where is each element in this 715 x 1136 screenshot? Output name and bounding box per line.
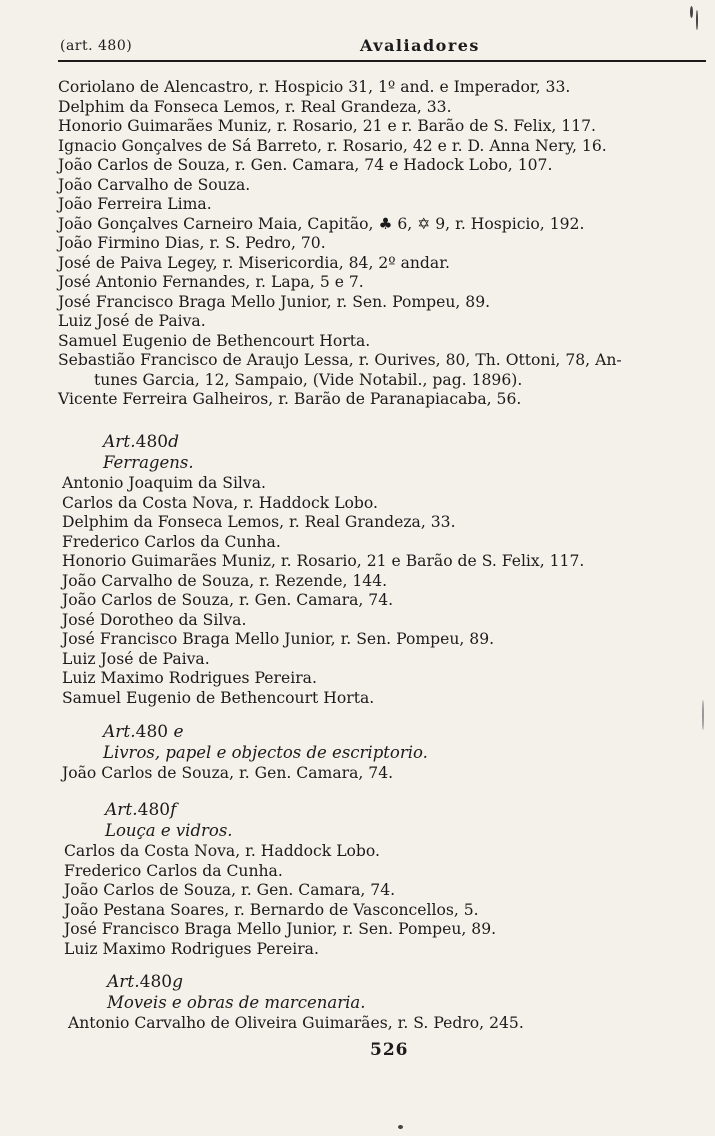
list-item: João Carvalho de Souza. bbox=[58, 175, 251, 194]
article-word: Art. bbox=[103, 432, 136, 452]
list-item: João Firmino Dias, r. S. Pedro, 70. bbox=[58, 234, 326, 252]
article-heading bbox=[107, 972, 366, 993]
list-item: João Carvalho de Souza, r. Rezende, 144. bbox=[62, 571, 388, 590]
section-louca-list bbox=[64, 842, 496, 959]
article-heading bbox=[103, 432, 194, 453]
list-item: Delphim da Fonseca Lemos, r. Real Grandeza, 33. bbox=[62, 513, 456, 531]
list-item: Carlos da Costa Nova, r. Haddock Lobo. bbox=[62, 493, 378, 512]
list-item: João Carlos de Souza, r. Gen. Camara, 74. bbox=[64, 881, 396, 899]
page-number: 526 bbox=[370, 1040, 409, 1060]
list-item: José Francisco Braga Mello Junior, r. Sen. Pompeu, 89. bbox=[62, 630, 495, 648]
article-number: 480 bbox=[135, 722, 169, 742]
article-number: 480 bbox=[135, 432, 169, 452]
article-reference: (art. 480) bbox=[60, 38, 133, 54]
running-title: Avaliadores bbox=[360, 36, 480, 55]
section-livros-list bbox=[62, 764, 393, 784]
list-item: José Francisco Braga Mello Junior, r. Sen. Pompeu, 89. bbox=[64, 920, 497, 938]
article-word: Art. bbox=[105, 800, 138, 820]
list-item: Luiz José de Paiva. bbox=[58, 312, 206, 330]
list-item: Antonio Joaquim da Silva. bbox=[62, 474, 266, 492]
list-item: Antonio Carvalho de Oliveira Guimarães, r. S. Pedro, 245. bbox=[68, 1014, 524, 1032]
article-letter: g bbox=[172, 972, 183, 992]
list-item: Frederico Carlos da Cunha. bbox=[64, 861, 283, 880]
list-item: Carlos da Costa Nova, r. Haddock Lobo. bbox=[64, 842, 380, 860]
article-heading bbox=[105, 800, 233, 821]
list-item-continuation: tunes Garcia, 12, Sampaio, (Vide Notabil., pag. 1896). bbox=[94, 370, 523, 389]
section-moveis-list bbox=[68, 1014, 524, 1034]
list-item: José de Paiva Legey, r. Misericordia, 84, 2º andar. bbox=[58, 253, 450, 272]
list-item: João Gonçalves Carneiro Maia, Capitão, ♣ 6, ✡ 9, r. Hospicio, 192. bbox=[58, 214, 585, 233]
header-rule bbox=[58, 60, 706, 62]
list-item: Luiz Maximo Rodrigues Pereira. bbox=[64, 939, 319, 958]
list-item: Samuel Eugenio de Bethencourt Horta. bbox=[62, 688, 375, 707]
section-heading-480d bbox=[103, 432, 194, 473]
ink-speck bbox=[702, 700, 704, 730]
section-ferragens-list bbox=[62, 474, 584, 708]
article-subtitle: Moveis e obras de marcenaria. bbox=[107, 993, 366, 1012]
list-item: Honorio Guimarães Muniz, r. Rosario, 21 e Barão de S. Felix, 117. bbox=[62, 552, 585, 570]
article-word: Art. bbox=[107, 972, 140, 992]
list-item: Luiz José de Paiva. bbox=[62, 649, 210, 668]
section-heading-480g bbox=[107, 972, 366, 1013]
list-item: Delphim da Fonseca Lemos, r. Real Grandeza, 33. bbox=[58, 97, 452, 116]
list-item: João Carlos de Souza, r. Gen. Camara, 74 e Hadock Lobo, 107. bbox=[58, 156, 553, 174]
article-subtitle: Ferragens. bbox=[103, 453, 194, 472]
article-number: 480 bbox=[139, 972, 173, 992]
ink-speck bbox=[398, 1125, 403, 1129]
section-heading-480f bbox=[105, 800, 233, 841]
list-item: Samuel Eugenio de Bethencourt Horta. bbox=[58, 331, 371, 350]
list-item: Vicente Ferreira Galheiros, r. Barão de Paranapiacaba, 56. bbox=[58, 390, 522, 408]
list-item: Luiz Maximo Rodrigues Pereira. bbox=[62, 669, 317, 687]
ink-speck bbox=[696, 10, 698, 30]
list-item: João Carlos de Souza, r. Gen. Camara, 74. bbox=[62, 591, 394, 609]
list-item: João Carlos de Souza, r. Gen. Camara, 74. bbox=[62, 764, 394, 782]
article-word: Art. bbox=[103, 722, 136, 742]
list-item: José Francisco Braga Mello Junior, r. Sen. Pompeu, 89. bbox=[58, 292, 491, 311]
list-item: João Pestana Soares, r. Bernardo de Vasconcellos, 5. bbox=[64, 900, 479, 919]
article-heading bbox=[103, 722, 428, 743]
list-item: Ignacio Gonçalves de Sá Barreto, r. Rosario, 42 e r. D. Anna Nery, 16. bbox=[58, 136, 607, 155]
article-letter: f bbox=[170, 800, 177, 820]
section-heading-480e bbox=[103, 722, 428, 763]
list-item: José Antonio Fernandes, r. Lapa, 5 e 7. bbox=[58, 273, 364, 291]
list-item: Honorio Guimarães Muniz, r. Rosario, 21 e r. Barão de S. Felix, 117. bbox=[58, 117, 597, 135]
section-avaliadores-list bbox=[58, 78, 622, 410]
list-item: José Dorotheo da Silva. bbox=[62, 610, 247, 629]
ink-speck bbox=[690, 6, 693, 18]
list-item: João Ferreira Lima. bbox=[58, 195, 212, 213]
article-letter: e bbox=[173, 722, 184, 742]
article-number: 480 bbox=[137, 800, 171, 820]
article-subtitle: Livros, papel e objectos de escriptorio. bbox=[103, 743, 428, 762]
page-header bbox=[60, 36, 702, 60]
article-letter: d bbox=[168, 432, 179, 452]
list-item: Sebastião Francisco de Araujo Lessa, r. Ourives, 80, Th. Ottoni, 78, An- bbox=[58, 351, 622, 369]
list-item: Coriolano de Alencastro, r. Hospicio 31, 1º and. e Imperador, 33. bbox=[58, 78, 571, 96]
article-subtitle: Louça e vidros. bbox=[105, 821, 233, 840]
list-item: Frederico Carlos da Cunha. bbox=[62, 532, 281, 551]
